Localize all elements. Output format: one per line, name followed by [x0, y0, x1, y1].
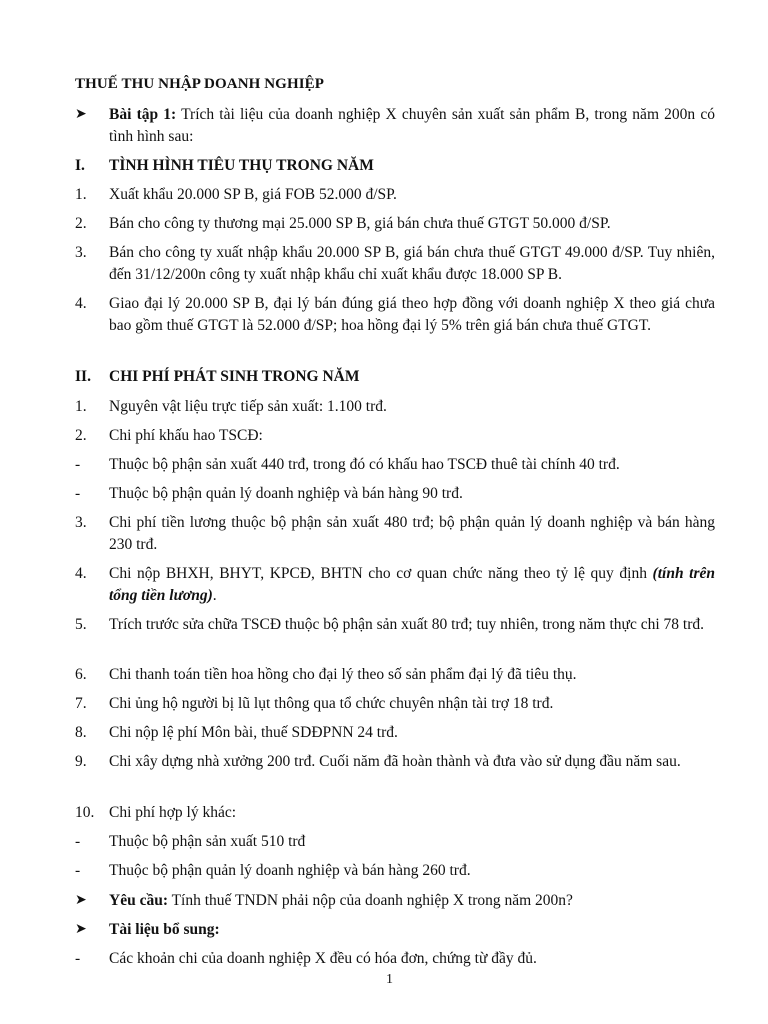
- list-item: [75, 396, 715, 418]
- item-text: Chi nộp BHXH, BHYT, KPCĐ, BHTN cho cơ quan chức năng theo tỷ lệ quy định: [109, 565, 653, 582]
- item-text: Giao đại lý 20.000 SP B, đại lý bán đúng giá theo hợp đồng với doanh nghiệp X theo giá chưa bao gồm thuế GTGT là 52.000 đ/SP; hoa hồng đại lý 5% trên giá bán chưa thuế GTGT.: [109, 295, 715, 334]
- list-item: [75, 948, 715, 970]
- list-item: [75, 751, 715, 773]
- item-text: Bán cho công ty thương mại 25.000 SP B, giá bán chưa thuế GTGT 50.000 đ/SP.: [109, 215, 611, 232]
- item-number: 2.: [75, 215, 87, 232]
- list-item: [75, 563, 715, 607]
- list-item: [75, 722, 715, 744]
- requirement-label: Yêu cầu:: [109, 892, 168, 909]
- item-text: Chi phí khấu hao TSCĐ:: [109, 427, 263, 444]
- list-item: [75, 664, 715, 686]
- item-text: Các khoản chi của doanh nghiệp X đều có hóa đơn, chứng từ đầy đủ.: [109, 950, 537, 967]
- list-item: [75, 693, 715, 715]
- list-item: [75, 831, 715, 853]
- page-number: 1: [386, 972, 393, 987]
- exercise-text: Trích tài liệu của doanh nghiệp X chuyên sản xuất sản phẩm B, trong năm 200n có tình hình sau:: [109, 106, 715, 145]
- item-text: Thuộc bộ phận quản lý doanh nghiệp và bán hàng 90 trđ.: [109, 485, 463, 502]
- item-number: 6.: [75, 666, 87, 683]
- exercise-label: Bài tập 1:: [109, 106, 177, 123]
- item-number: 9.: [75, 753, 87, 770]
- item-tail: .: [212, 587, 217, 604]
- supplement-label: Tài liệu bổ sung:: [109, 921, 220, 938]
- list-item: [75, 184, 715, 206]
- list-item: [75, 802, 715, 824]
- item-text: Chi phí hợp lý khác:: [109, 804, 237, 821]
- item-number: 2.: [75, 427, 87, 444]
- item-number: 7.: [75, 695, 87, 712]
- list-item: [75, 614, 715, 636]
- item-dash: -: [75, 862, 81, 879]
- item-text: Chi phí tiền lương thuộc bộ phận sản xuất 480 trđ; bộ phận quản lý doanh nghiệp và bán hàng 230 trđ.: [109, 514, 715, 553]
- section-title: TÌNH HÌNH TIÊU THỤ TRONG NĂM: [109, 157, 374, 174]
- item-dash: -: [75, 833, 81, 850]
- item-text: Thuộc bộ phận sản xuất 510 trđ: [109, 833, 306, 850]
- list-item: [75, 483, 715, 505]
- requirement-paragraph: [75, 890, 715, 912]
- item-text: Xuất khẩu 20.000 SP B, giá FOB 52.000 đ/SP.: [109, 186, 397, 203]
- document-title: THUẾ THU NHẬP DOANH NGHIỆP: [75, 76, 325, 92]
- item-number: 3.: [75, 514, 87, 531]
- list-item: [75, 425, 715, 447]
- item-text: Chi thanh toán tiền hoa hồng cho đại lý theo số sản phẩm đại lý đã tiêu thụ.: [109, 666, 577, 683]
- exercise-paragraph: [75, 104, 715, 148]
- item-number: 5.: [75, 616, 87, 633]
- item-number: 3.: [75, 244, 87, 261]
- section-title: CHI PHÍ PHÁT SINH TRONG NĂM: [109, 368, 360, 385]
- list-item: [75, 860, 715, 882]
- item-text: Thuộc bộ phận quản lý doanh nghiệp và bán hàng 260 trđ.: [109, 862, 471, 879]
- arrow-bullet-icon: ➤: [75, 893, 87, 908]
- item-note: (tính trên tổng tiền lương): [109, 565, 715, 604]
- item-text: Bán cho công ty xuất nhập khẩu 20.000 SP B, giá bán chưa thuế GTGT 49.000 đ/SP. Tuy nhiên, đến 31/12/200n công ty xuất nhập khẩu chỉ xuất khẩu được 18.000 SP B.: [109, 244, 715, 283]
- item-text: Trích trước sửa chữa TSCĐ thuộc bộ phận sản xuất 80 trđ; tuy nhiên, trong năm thực chi 78 trđ.: [109, 616, 704, 633]
- item-text: Chi ủng hộ người bị lũ lụt thông qua tổ chức chuyên nhận tài trợ 18 trđ.: [109, 695, 554, 712]
- arrow-bullet-icon: ➤: [75, 107, 87, 122]
- list-item: [75, 213, 715, 235]
- section-number: I.: [75, 157, 85, 174]
- item-text: Nguyên vật liệu trực tiếp sản xuất: 1.100 trđ.: [109, 398, 387, 415]
- arrow-bullet-icon: ➤: [75, 922, 87, 937]
- list-item: [75, 293, 715, 337]
- list-item: [75, 242, 715, 286]
- section-number: II.: [75, 368, 91, 385]
- requirement-text: Tính thuế TNDN phải nộp của doanh nghiệp X trong năm 200n?: [167, 892, 573, 909]
- list-item: [75, 512, 715, 556]
- item-number: 4.: [75, 565, 87, 582]
- section-heading: [75, 155, 715, 177]
- item-text: Chi nộp lệ phí Môn bài, thuế SDĐPNN 24 trđ.: [109, 724, 398, 741]
- section-heading: [75, 366, 715, 388]
- list-item: [75, 454, 715, 476]
- item-dash: -: [75, 950, 81, 967]
- item-number: 1.: [75, 186, 87, 203]
- item-number: 10.: [75, 804, 95, 821]
- item-number: 4.: [75, 295, 87, 312]
- item-text: Chi xây dựng nhà xưởng 200 trđ. Cuối năm đã hoàn thành và đưa vào sử dụng đầu năm sau.: [109, 753, 681, 770]
- item-dash: -: [75, 456, 81, 473]
- item-number: 1.: [75, 398, 87, 415]
- item-dash: -: [75, 485, 81, 502]
- item-number: 8.: [75, 724, 87, 741]
- item-text: Thuộc bộ phận sản xuất 440 trđ, trong đó có khấu hao TSCĐ thuê tài chính 40 trđ.: [109, 456, 620, 473]
- supplement-heading: [75, 919, 715, 941]
